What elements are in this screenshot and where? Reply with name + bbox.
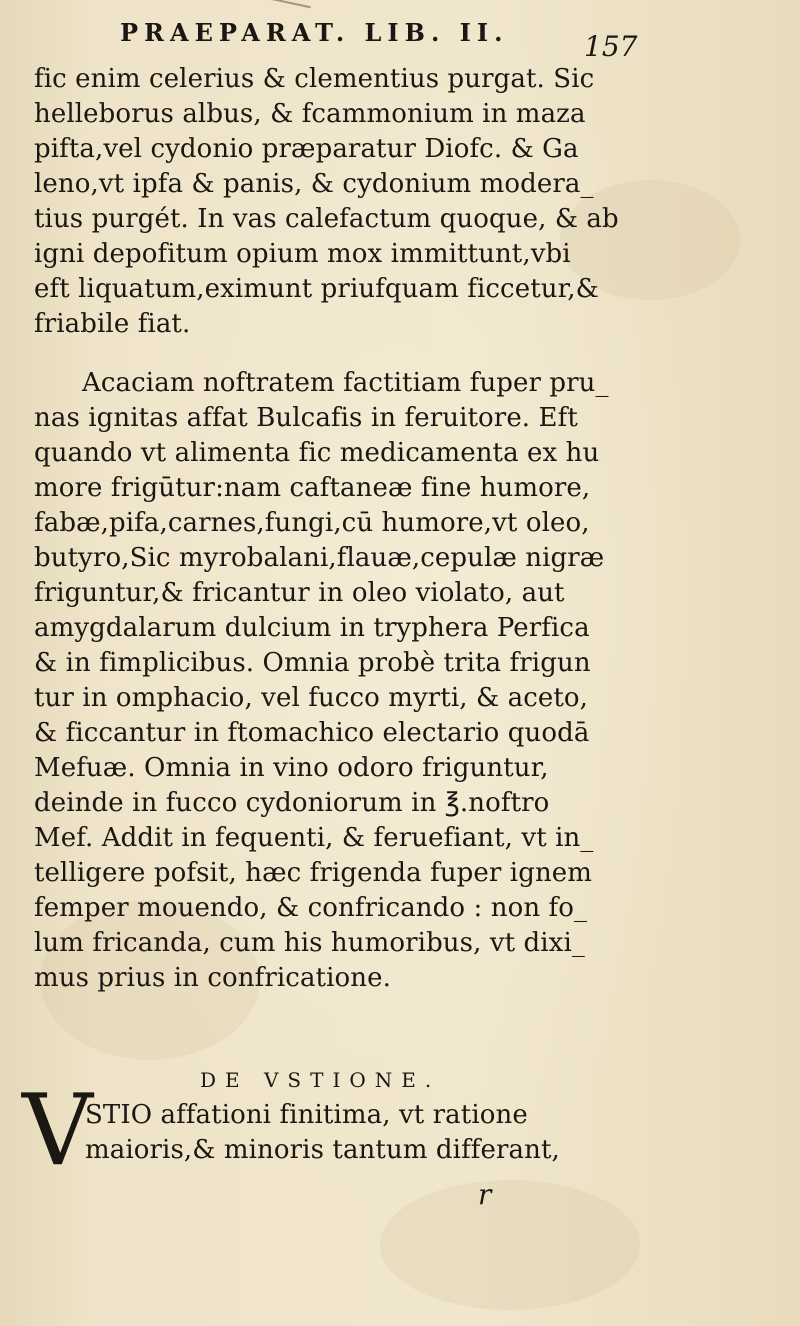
text-line: pifta,vel cydonio præparatur Diofc. & Ga <box>34 134 579 164</box>
text-line: helleborus albus, & fcammonium in maza <box>34 99 586 129</box>
page-number: 157 <box>584 30 638 63</box>
paper-stain <box>380 1180 640 1310</box>
text-line: & in fimplicibus. Omnia probè trita frigun <box>34 648 591 678</box>
running-head: PRAEPARAT. LIB. II. <box>120 18 509 47</box>
text-line: deinde in fucco cydoniorum in ℥.noftro <box>34 788 550 818</box>
text-line: eft liquatum,eximunt priufquam ficcetur,& <box>34 274 599 304</box>
text-line: friguntur,& fricantur in oleo violato, aut <box>34 578 565 608</box>
text-line: Mef. Addit in fequenti, & feruefiant, vt in_ <box>34 823 594 853</box>
section-heading: DE VSTIONE. <box>200 1068 441 1092</box>
text-line: mus prius in confricatione. <box>34 963 391 993</box>
text-line: tius purgét. In vas calefactum quoque, & ab <box>34 204 619 234</box>
text-line: fabæ,pifa,carnes,fungi,cū humore,vt oleo, <box>34 508 590 538</box>
text-line: Mefuæ. Omnia in vino odoro friguntur, <box>34 753 549 783</box>
text-line: friabile fiat. <box>34 309 191 339</box>
text-block <box>34 62 634 996</box>
text-line: quando vt alimenta fic medicamenta ex hu <box>34 438 600 468</box>
text-line: telligere pofsit, hæc frigenda fuper ignem <box>34 858 593 888</box>
text-line: & ficcantur in ftomachico electario quodā <box>34 718 590 748</box>
text-line: femper mouendo, & confricando : non fo_ <box>34 893 588 923</box>
text-line: tur in omphacio, vel fucco myrti, & aceto, <box>34 683 589 713</box>
text-line: amygdalarum dulcium in tryphera Perfica <box>34 613 590 643</box>
text-line: leno,vt ipfa & panis, & cydonium modera_ <box>34 169 594 199</box>
text-line: nas ignitas affat Bulcafis in feruitore. Eft <box>34 403 578 433</box>
drop-cap: V <box>22 1074 93 1188</box>
section-text <box>85 1098 560 1168</box>
signature-mark: r <box>478 1178 492 1211</box>
paragraph-gap <box>34 342 634 366</box>
text-line: igni depofitum opium mox immittunt,vbi <box>34 239 571 269</box>
text-line: butyro,Sic myrobalani,flauæ,cepulæ nigræ <box>34 543 605 573</box>
text-line: lum fricanda, cum his humoribus, vt dixi_ <box>34 928 585 958</box>
text-line: STIO affationi finitima, vt ratione <box>85 1100 528 1130</box>
printer-ornament <box>269 0 311 18</box>
text-line: Acaciam noftratem factitiam fuper pru_ <box>82 368 609 398</box>
text-line: fic enim celerius & clementius purgat. Sic <box>34 64 595 94</box>
text-line: maioris,& minoris tantum differant, <box>85 1135 560 1165</box>
text-line: more frigūtur:nam caftaneæ fine humore, <box>34 473 591 503</box>
